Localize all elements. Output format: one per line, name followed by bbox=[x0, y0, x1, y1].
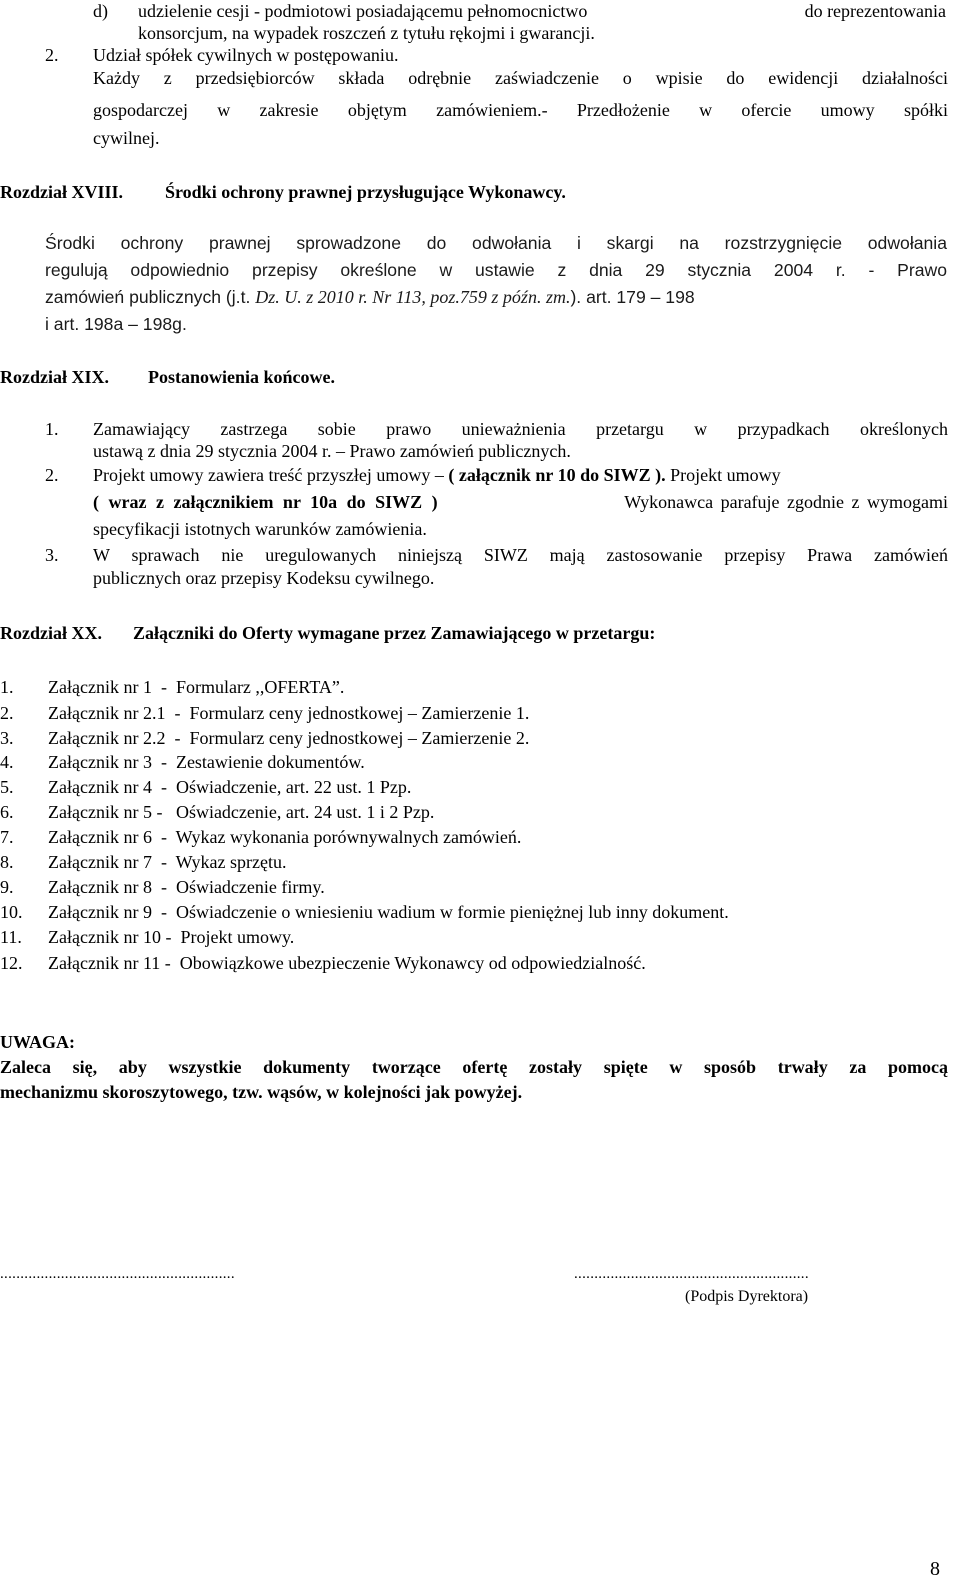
provision-text: Wykonawca parafuje zgodnie z wymogami bbox=[617, 492, 948, 512]
attachment-number: 3. bbox=[0, 728, 14, 748]
list-marker-2: 2. bbox=[45, 45, 59, 65]
attachment-number: 12. bbox=[0, 953, 23, 973]
page-number: 8 bbox=[930, 1558, 940, 1580]
final-provision-1: ustawą z dnia 29 stycznia 2004 r. – Prawo zamówień publicznych. bbox=[93, 441, 571, 461]
list-marker-d: d) bbox=[93, 1, 108, 21]
note-heading: UWAGA: bbox=[0, 1032, 75, 1052]
signature-line-right: .......................................................... bbox=[574, 1266, 809, 1282]
attachment-number: 4. bbox=[0, 752, 14, 772]
final-provision-2: specyfikacji istotnych warunków zamówienia. bbox=[93, 519, 427, 539]
chapter-18-label: Rozdział XVIII. bbox=[0, 182, 124, 202]
note-text: mechanizmu skoroszytowego, tzw. wąsów, w kolejności jak powyżej. bbox=[0, 1082, 523, 1102]
final-provision-2 bbox=[93, 464, 781, 486]
list-marker-1: 1. bbox=[45, 419, 59, 439]
attachment-item: Załącznik nr 10 - Projekt umowy. bbox=[48, 927, 295, 947]
attachment-item: Załącznik nr 2.2 - Formularz ceny jednostkowej – Zamierzenie 2. bbox=[48, 728, 530, 748]
attachment-number: 7. bbox=[0, 827, 14, 847]
chapter-18-paragraph: i art. 198a – 198g. bbox=[45, 314, 187, 334]
attachment-number: 10. bbox=[0, 902, 23, 922]
item-d-line2: konsorcjum, na wypadek roszczeń z tytułu rękojmi i gwarancji. bbox=[138, 23, 595, 43]
legal-citation: Dz. U. z 2010 r. Nr 113, poz.759 z późn. zm. bbox=[255, 287, 571, 307]
attachment-number: 8. bbox=[0, 852, 14, 872]
item-d-line1-end: do reprezentowania bbox=[804, 1, 946, 21]
provision-text: Projekt umowy bbox=[665, 465, 781, 485]
attachment-item: Załącznik nr 3 - Zestawienie dokumentów. bbox=[48, 752, 365, 772]
chapter-18-title: Środki ochrony prawnej przysługujące Wykonawcy. bbox=[165, 182, 566, 202]
item-d-line1 bbox=[138, 0, 946, 22]
paragraph-text: ). art. 179 – 198 bbox=[570, 287, 695, 307]
final-provision-2 bbox=[93, 491, 948, 513]
chapter-18-paragraph: Środki ochrony prawnej sprowadzone do odwołania i skargi na rozstrzygnięcie odwołania bbox=[45, 233, 947, 253]
list-marker-2: 2. bbox=[45, 465, 59, 485]
item-2-title: Udział spółek cywilnych w postępowaniu. bbox=[93, 45, 399, 65]
item-2-text: gospodarczej w zakresie objętym zamówieniem.- Przedłożenie w ofercie umowy spółki bbox=[93, 100, 948, 120]
attachment-item: Załącznik nr 2.1 - Formularz ceny jednostkowej – Zamierzenie 1. bbox=[48, 703, 530, 723]
attachment-item: Załącznik nr 4 - Oświadczenie, art. 22 ust. 1 Pzp. bbox=[48, 777, 412, 797]
attachment-number: 11. bbox=[0, 927, 22, 947]
chapter-19-label: Rozdział XIX. bbox=[0, 367, 109, 387]
list-marker-3: 3. bbox=[45, 545, 59, 565]
final-provision-3: W sprawach nie uregulowanych niniejszą SIWZ mają zastosowanie przepisy Prawa zamówień bbox=[93, 545, 948, 565]
attachment-number: 6. bbox=[0, 802, 14, 822]
chapter-18-paragraph: regulują odpowiednio przepisy określone w ustawie z dnia 29 stycznia 2004 r. - Prawo bbox=[45, 260, 947, 280]
final-provision-3: publicznych oraz przepisy Kodeksu cywilnego. bbox=[93, 568, 435, 588]
item-d-line1-text: udzielenie cesji - podmiotowi posiadającemu pełnomocnictwo bbox=[138, 1, 588, 21]
item-2-text: Każdy z przedsiębiorców składa odrębnie zaświadczenie o wpisie do ewidencji działalności bbox=[93, 68, 948, 88]
paragraph-text: zamówień publicznych (j.t. bbox=[45, 287, 256, 307]
attachment-item: Załącznik nr 7 - Wykaz sprzętu. bbox=[48, 852, 287, 872]
attachment-item: Załącznik nr 1 - Formularz ,,OFERTA”. bbox=[48, 677, 345, 697]
chapter-20-title: Załączniki do Oferty wymagane przez Zamawiającego w przetargu: bbox=[133, 623, 656, 643]
chapter-19-title: Postanowienia końcowe. bbox=[148, 367, 336, 387]
attachment-number: 9. bbox=[0, 877, 14, 897]
attachment-item: Załącznik nr 8 - Oświadczenie firmy. bbox=[48, 877, 325, 897]
attachment-reference: ( załącznik nr 10 do SIWZ ). bbox=[448, 465, 666, 485]
attachment-item: Załącznik nr 11 - Obowiązkowe ubezpieczenie Wykonawcy od odpowiedzialność. bbox=[48, 953, 646, 973]
chapter-18-paragraph bbox=[45, 286, 695, 308]
final-provision-1: Zamawiający zastrzega sobie prawo unieważnienia przetargu w przypadkach określonych bbox=[93, 419, 948, 439]
signature-line-left: .......................................................... bbox=[0, 1266, 235, 1282]
attachment-number: 5. bbox=[0, 777, 14, 797]
item-2-text: cywilnej. bbox=[93, 128, 160, 148]
note-text: Zaleca się, aby wszystkie dokumenty tworzące ofertę zostały spięte w sposób trwały za pomocą bbox=[0, 1057, 948, 1077]
attachment-number: 2. bbox=[0, 703, 14, 723]
attachment-number: 1. bbox=[0, 677, 14, 697]
chapter-20-label: Rozdział XX. bbox=[0, 623, 102, 643]
provision-text: Projekt umowy zawiera treść przyszłej umowy – bbox=[93, 465, 449, 485]
attachment-item: Załącznik nr 5 - Oświadczenie, art. 24 ust. 1 i 2 Pzp. bbox=[48, 802, 435, 822]
attachment-item: Załącznik nr 9 - Oświadczenie o wniesieniu wadium w formie pieniężnej lub inny dokument. bbox=[48, 902, 729, 922]
signature-caption: (Podpis Dyrektora) bbox=[685, 1288, 809, 1305]
attachment-item: Załącznik nr 6 - Wykaz wykonania porównywalnych zamówień. bbox=[48, 827, 522, 847]
attachment-reference: ( wraz z załącznikiem nr 10a do SIWZ ) bbox=[93, 492, 438, 512]
